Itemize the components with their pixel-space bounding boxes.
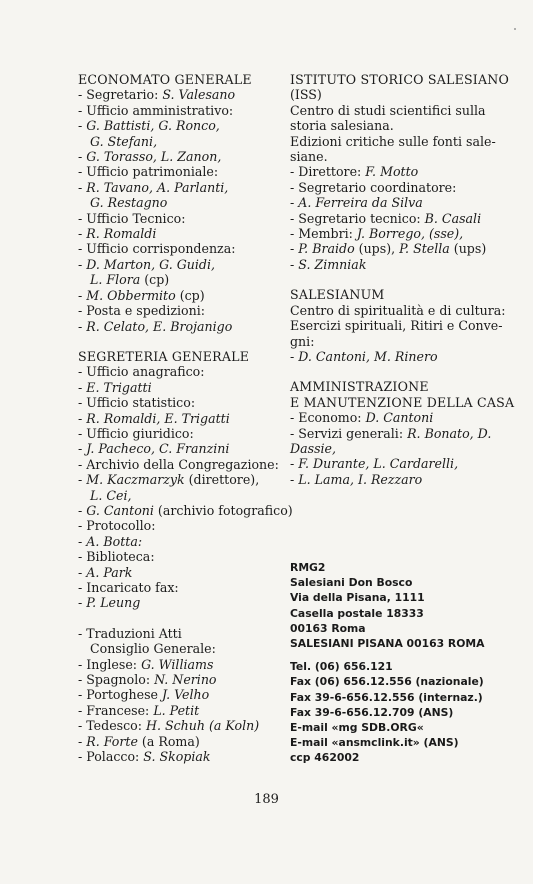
person-name: D. Cantoni, M. Rinero <box>298 348 438 364</box>
text-run: - Ufficio patrimoniale: <box>78 164 219 180</box>
person-name: G. Restagno <box>90 195 168 211</box>
text-run: - <box>290 471 299 487</box>
text-line <box>78 703 278 718</box>
person-name: B. Casali <box>424 210 482 226</box>
text-line <box>78 303 278 318</box>
contact-line: Fax 39-6-656.12.556 (internaz.) <box>290 690 483 704</box>
text-run: SEGRETERIA GENERALE <box>78 348 250 364</box>
text-run: (cp) <box>175 287 205 303</box>
text-run: (a Roma) <box>137 733 200 749</box>
text-line <box>290 118 505 133</box>
text-line <box>78 565 278 580</box>
text-run: Edizioni critiche sulle fonti sale- <box>290 133 496 149</box>
text-line <box>78 502 293 518</box>
person-name: F. Motto <box>365 164 419 180</box>
text-run: - Spagnolo: <box>78 672 155 688</box>
text-run: - Segretario coordinatore: <box>290 179 457 195</box>
paper-speck <box>514 28 516 30</box>
text-line <box>290 226 505 241</box>
contact-line: RMG2 <box>290 561 326 574</box>
text-run: - Ufficio Tecnico: <box>78 210 186 226</box>
contact-line: Tel. (06) 656.121 <box>290 660 393 674</box>
text-line <box>78 718 278 733</box>
text-run: - Economo: <box>290 410 366 426</box>
text-run: - <box>78 441 87 457</box>
text-run: Centro di spiritualità e di cultura: <box>290 302 506 318</box>
text-line <box>78 380 278 395</box>
text-run: (direttore), <box>184 472 260 488</box>
contact-block <box>290 560 520 766</box>
text-line <box>78 364 278 379</box>
text-run: - Ufficio amministrativo: <box>78 102 234 118</box>
text-run: - Posta e spedizioni: <box>78 303 205 319</box>
text-run: - Segretario: <box>78 87 163 103</box>
text-run: - <box>290 348 299 364</box>
text-run: - <box>78 410 87 426</box>
text-line <box>290 426 505 441</box>
text-line <box>78 441 278 456</box>
section-heading <box>290 379 505 394</box>
text-line <box>78 149 278 164</box>
text-run: - Incaricato fax: <box>78 580 179 595</box>
text-run: - Servizi generali: <box>290 425 408 441</box>
text-line <box>290 349 505 364</box>
text-line <box>78 549 278 564</box>
contact-line: Salesiani Don Bosco <box>290 576 413 590</box>
person-name: N. Nerino <box>154 672 217 688</box>
person-name: M. Obbermito <box>86 287 176 303</box>
text-run: - <box>78 318 87 334</box>
text-line <box>290 303 505 318</box>
person-name: A. Botta: <box>86 533 143 549</box>
text-run: (ups) <box>449 241 487 257</box>
person-name: F. Durante, L. Cardarelli, <box>298 456 459 472</box>
text-run: - <box>78 733 87 749</box>
text-line <box>78 87 278 102</box>
text-run: - Inglese: <box>78 656 142 672</box>
right-column <box>290 72 515 487</box>
contact-gap <box>290 651 520 659</box>
text-run: - Tedesco: <box>78 718 146 734</box>
contact-line: Casella postale 18333 <box>290 606 424 620</box>
text-run: - <box>78 118 87 134</box>
text-run: - <box>78 533 87 549</box>
text-run: - Ufficio giuridico: <box>78 425 194 441</box>
person-name: P. Leung <box>86 595 141 611</box>
text-run: Esercizi spirituali, Ritiri e Conve- <box>290 318 503 334</box>
text-line <box>78 241 278 256</box>
contact-line: Fax 39-6-656.12.709 (ANS) <box>290 705 454 719</box>
text-line <box>290 318 505 333</box>
text-line <box>290 103 505 118</box>
section-gap <box>290 272 505 287</box>
text-run: - Ufficio statistico: <box>78 395 196 411</box>
text-line <box>290 149 505 164</box>
page-number: 189 <box>254 792 279 807</box>
section-heading <box>290 72 510 87</box>
text-line <box>78 319 278 334</box>
text-run: (archivio fotografico) <box>153 502 293 518</box>
person-name: H. Schuh (a Koln) <box>146 718 260 734</box>
text-run: - <box>78 502 87 518</box>
text-line <box>290 456 505 471</box>
person-name: D. Cantoni <box>365 410 434 426</box>
person-name: R. Forte <box>86 733 138 749</box>
person-name: G. Stefani, <box>90 133 158 149</box>
text-run: - Francese: <box>78 702 154 718</box>
text-run: - <box>290 195 299 211</box>
person-name: P. Stella <box>399 241 450 257</box>
text-line <box>290 164 505 179</box>
contact-line: SALESIANI PISANA 00163 ROMA <box>290 637 485 651</box>
text-run: gni: <box>290 333 315 349</box>
text-run: - <box>78 226 87 242</box>
person-name: J. Borrego, (sse), <box>356 226 464 242</box>
person-name: L. Lama, I. Rezzaro <box>298 471 423 487</box>
text-line <box>78 472 278 487</box>
text-line <box>290 195 505 210</box>
text-run: - Traduzioni Atti <box>78 625 182 641</box>
text-line <box>290 472 505 487</box>
text-line <box>78 180 278 195</box>
section-heading <box>78 349 278 364</box>
person-name: J. Pacheco, C. Franzini <box>86 441 230 457</box>
text-run: - Ufficio corrispondenza: <box>78 241 236 257</box>
person-name: E. Trigatti <box>86 379 152 395</box>
text-line <box>78 687 278 702</box>
text-run: SALESIANUM <box>290 287 385 303</box>
text-line <box>78 518 278 533</box>
text-run: ECONOMATO GENERALE <box>78 72 252 87</box>
person-name: R. Celato, E. Brojanigo <box>86 318 233 334</box>
text-line <box>78 672 278 687</box>
text-line <box>78 626 278 641</box>
text-line <box>78 488 278 503</box>
person-name: A. Ferreira da Silva <box>298 195 423 211</box>
person-name: M. Kaczmarzyk <box>86 472 185 488</box>
text-run: - <box>290 241 299 257</box>
person-name: J. Velho <box>162 687 210 703</box>
text-run: - <box>78 564 87 580</box>
text-line <box>78 534 278 549</box>
text-line <box>290 180 505 195</box>
text-run: - Polacco: <box>78 749 144 765</box>
section-gap <box>78 611 278 626</box>
section-heading <box>290 394 515 410</box>
section-gap <box>78 334 278 349</box>
text-run: - <box>78 287 87 303</box>
text-run: - Protocollo: <box>78 518 156 534</box>
text-line <box>78 395 278 410</box>
text-line <box>78 457 278 472</box>
person-name: G. Battisti, G. Ronco, <box>86 118 220 134</box>
person-name: D. Marton, G. Guidi, <box>86 256 216 272</box>
contact-line: E-mail «mg SDB.ORG« <box>290 721 424 735</box>
text-line <box>78 749 278 764</box>
text-run: - Direttore: <box>290 164 366 180</box>
text-line <box>290 410 505 425</box>
person-name: R. Bonato, D. <box>407 425 492 441</box>
text-run: - Biblioteca: <box>78 549 155 565</box>
text-line <box>290 334 505 349</box>
text-line <box>78 657 278 672</box>
person-name: L. Cei, <box>90 487 132 503</box>
text-run: (cp) <box>140 272 170 288</box>
text-line <box>78 195 278 210</box>
text-line <box>290 87 505 102</box>
text-line <box>78 288 278 303</box>
text-line <box>78 118 278 133</box>
left-column <box>78 72 293 765</box>
text-run: - <box>78 472 87 488</box>
person-name: P. Braido <box>298 241 355 257</box>
contact-line: E-mail «ansmclink.it» (ANS) <box>290 736 459 750</box>
text-run: E MANUTENZIONE DELLA CASA <box>290 394 515 410</box>
text-run: - <box>78 595 87 611</box>
person-name: R. Romaldi <box>86 226 157 242</box>
text-run: ISTITUTO STORICO SALESIANO <box>290 72 510 87</box>
person-name: R. Tavano, A. Parlanti, <box>86 179 229 195</box>
person-name: A. Park <box>86 564 133 580</box>
text-run: (ISS) <box>290 87 322 103</box>
person-name: R. Romaldi, E. Trigatti <box>86 410 230 426</box>
text-run: storia salesiana. <box>290 118 394 134</box>
text-line <box>78 226 278 241</box>
person-name: G. Cantoni <box>86 502 154 518</box>
person-name: S. Skopiak <box>143 749 211 765</box>
person-name: S. Zimniak <box>298 256 367 272</box>
text-run: Consiglio Generale: <box>90 641 216 657</box>
text-run: - Portoghese <box>78 687 163 703</box>
person-name: L. Flora <box>90 272 141 288</box>
text-line <box>78 103 278 118</box>
section-heading <box>78 72 278 87</box>
section-heading <box>290 287 505 302</box>
text-run: - Segretario tecnico: <box>290 210 425 226</box>
text-run: - Archivio della Congregazione: <box>78 456 279 472</box>
text-line <box>78 257 278 272</box>
text-line <box>78 641 278 656</box>
text-run: Centro di studi scientifici sulla <box>290 102 486 118</box>
text-run: - <box>78 179 87 195</box>
text-line <box>290 257 505 272</box>
contact-line: 00163 Roma <box>290 621 366 635</box>
text-line <box>290 441 505 456</box>
text-line <box>78 734 278 749</box>
text-line <box>78 272 278 287</box>
text-line <box>290 211 505 226</box>
text-run: (ups), <box>354 241 400 257</box>
contact-line: Via della Pisana, 1111 <box>290 591 425 605</box>
text-line <box>78 164 278 179</box>
person-name: G. Torasso, L. Zanon, <box>86 149 222 165</box>
text-run: siane. <box>290 149 328 165</box>
text-line <box>78 580 278 595</box>
text-line <box>78 134 278 149</box>
text-line <box>290 134 505 149</box>
person-name: L. Petit <box>153 702 200 718</box>
contact-line: Fax (06) 656.12.556 (nazionale) <box>290 675 484 689</box>
text-run: - <box>78 256 87 272</box>
person-name: G. Williams <box>141 656 214 672</box>
person-name: S. Valesano <box>162 87 236 103</box>
text-run: - Membri: <box>290 226 357 242</box>
text-line <box>78 411 278 426</box>
text-line <box>78 426 278 441</box>
text-run: - <box>290 456 299 472</box>
section-gap <box>290 364 505 379</box>
text-run: - <box>290 256 299 272</box>
text-run: - Ufficio anagrafico: <box>78 364 205 380</box>
text-run: AMMINISTRAZIONE <box>290 379 429 395</box>
text-line <box>78 211 278 226</box>
text-line <box>78 595 278 610</box>
person-name: Dassie, <box>290 440 337 456</box>
text-run: - <box>78 149 87 165</box>
text-line <box>290 241 505 256</box>
contact-line: ccp 462002 <box>290 751 360 765</box>
text-run: - <box>78 379 87 395</box>
